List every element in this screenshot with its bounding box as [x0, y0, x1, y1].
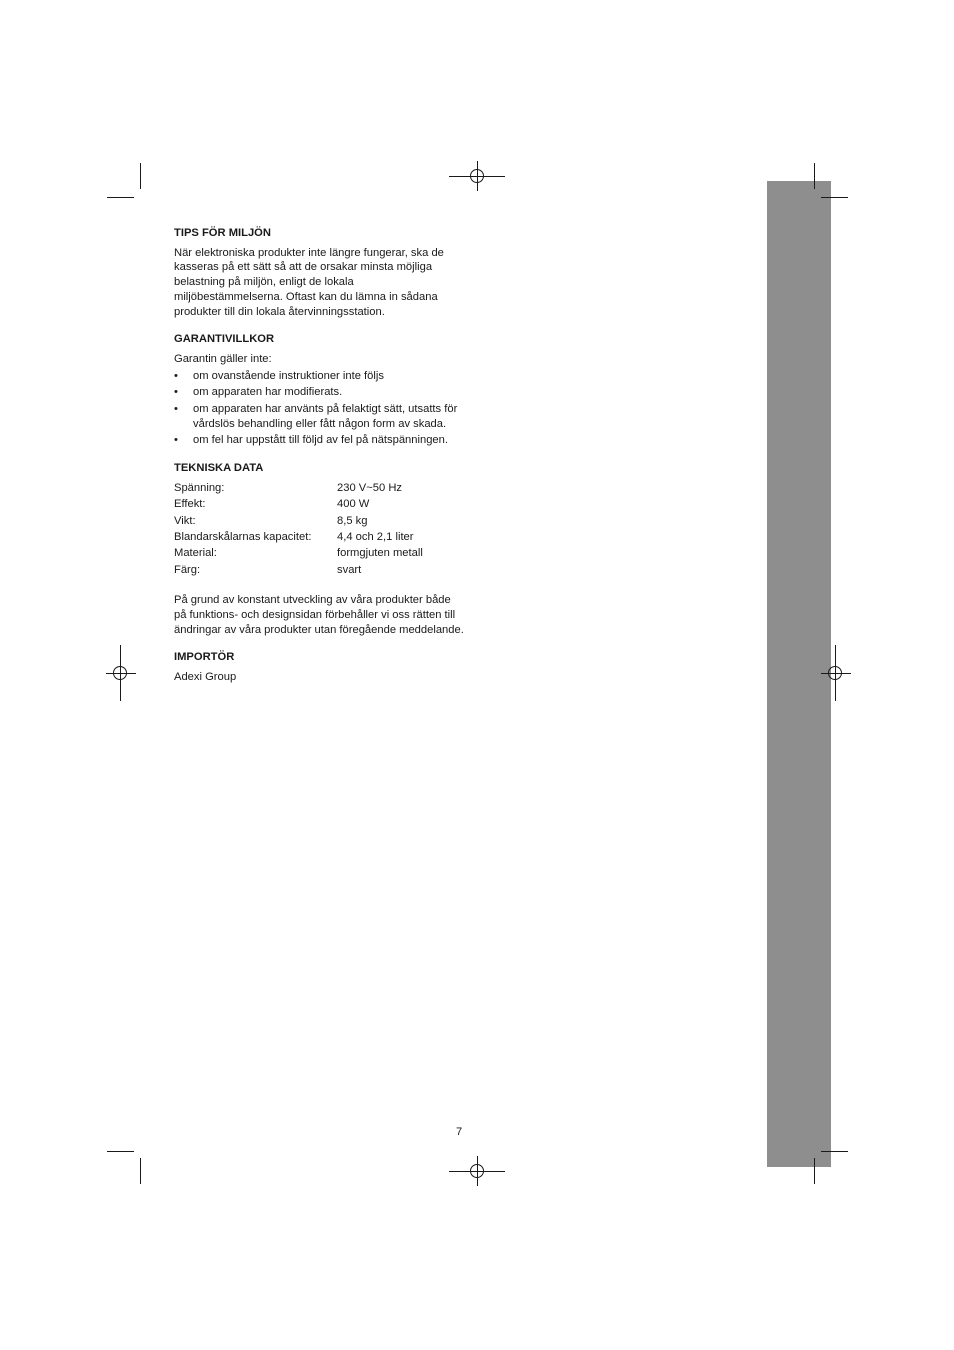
- table-row: Blandarskålarnas kapacitet: 4,4 och 2,1 liter: [174, 531, 414, 544]
- table-row: Färg: svart: [174, 563, 362, 576]
- side-tab: [767, 181, 831, 1167]
- list-item: • om apparaten har modifierats.: [174, 386, 343, 399]
- crop-mark: [140, 163, 141, 189]
- crop-mark: [821, 1151, 848, 1152]
- table-row: Spänning: 230 V~50 Hz: [174, 481, 402, 494]
- table-row: Vikt: 8,5 kg: [174, 514, 368, 527]
- crop-mark: [814, 163, 815, 189]
- bullet: •: [174, 386, 178, 399]
- environment-section: [174, 226, 464, 319]
- table-row: Effekt: 400 W: [174, 498, 370, 511]
- crop-mark: [107, 1151, 134, 1152]
- importer-heading: IMPORTÖR: [174, 651, 235, 664]
- crop-mark: [814, 1158, 815, 1184]
- technical-heading: TEKNISKA DATA: [174, 462, 264, 475]
- crop-mark: [140, 1158, 141, 1184]
- importer-name: Adexi Group: [174, 671, 237, 683]
- warranty-list: [174, 369, 464, 449]
- page-number: 7: [456, 1126, 463, 1138]
- table-row: Material: formgjuten metall: [174, 547, 423, 560]
- list-item: • om apparaten har använts på felaktigt sätt, utsatts för vårdslös behandling eller fått någon form av skada.: [174, 403, 458, 430]
- warranty-intro: Garantin gäller inte:: [174, 352, 272, 365]
- environment-heading: TIPS FÖR MILJÖN: [174, 227, 271, 239]
- crop-mark: [107, 197, 134, 198]
- technical-note-section: [174, 593, 464, 637]
- technical-section: [174, 461, 464, 579]
- list-item: • om ovanstående instruktioner inte följs: [174, 369, 384, 382]
- bullet: •: [174, 369, 178, 382]
- warranty-heading: GARANTIVILLKOR: [174, 333, 275, 346]
- warranty-section: [174, 332, 464, 448]
- importer-section: [174, 650, 464, 684]
- crop-mark: [821, 197, 848, 198]
- content-column: [174, 226, 464, 698]
- environment-text: När elektroniska produkter inte längre fungerar, ska de kasseras på ett sätt så att de orsakar minsta möjliga belastning på miljön, enligt de lokala miljöbestämmelserna. Oftast kan du lämna in sådana produkter till din lokala återvinningsstation.: [174, 246, 444, 318]
- bullet: •: [174, 403, 178, 416]
- list-item: • om fel har uppstått till följd av fel på nätspänningen.: [174, 434, 448, 447]
- technical-note: På grund av konstant utveckling av våra produkter både på funktions- och designsidan förbehåller vi oss rätten till ändringar av våra produkter utan föregående meddelande.: [174, 594, 464, 636]
- bullet: •: [174, 434, 178, 447]
- spec-table: [174, 481, 423, 579]
